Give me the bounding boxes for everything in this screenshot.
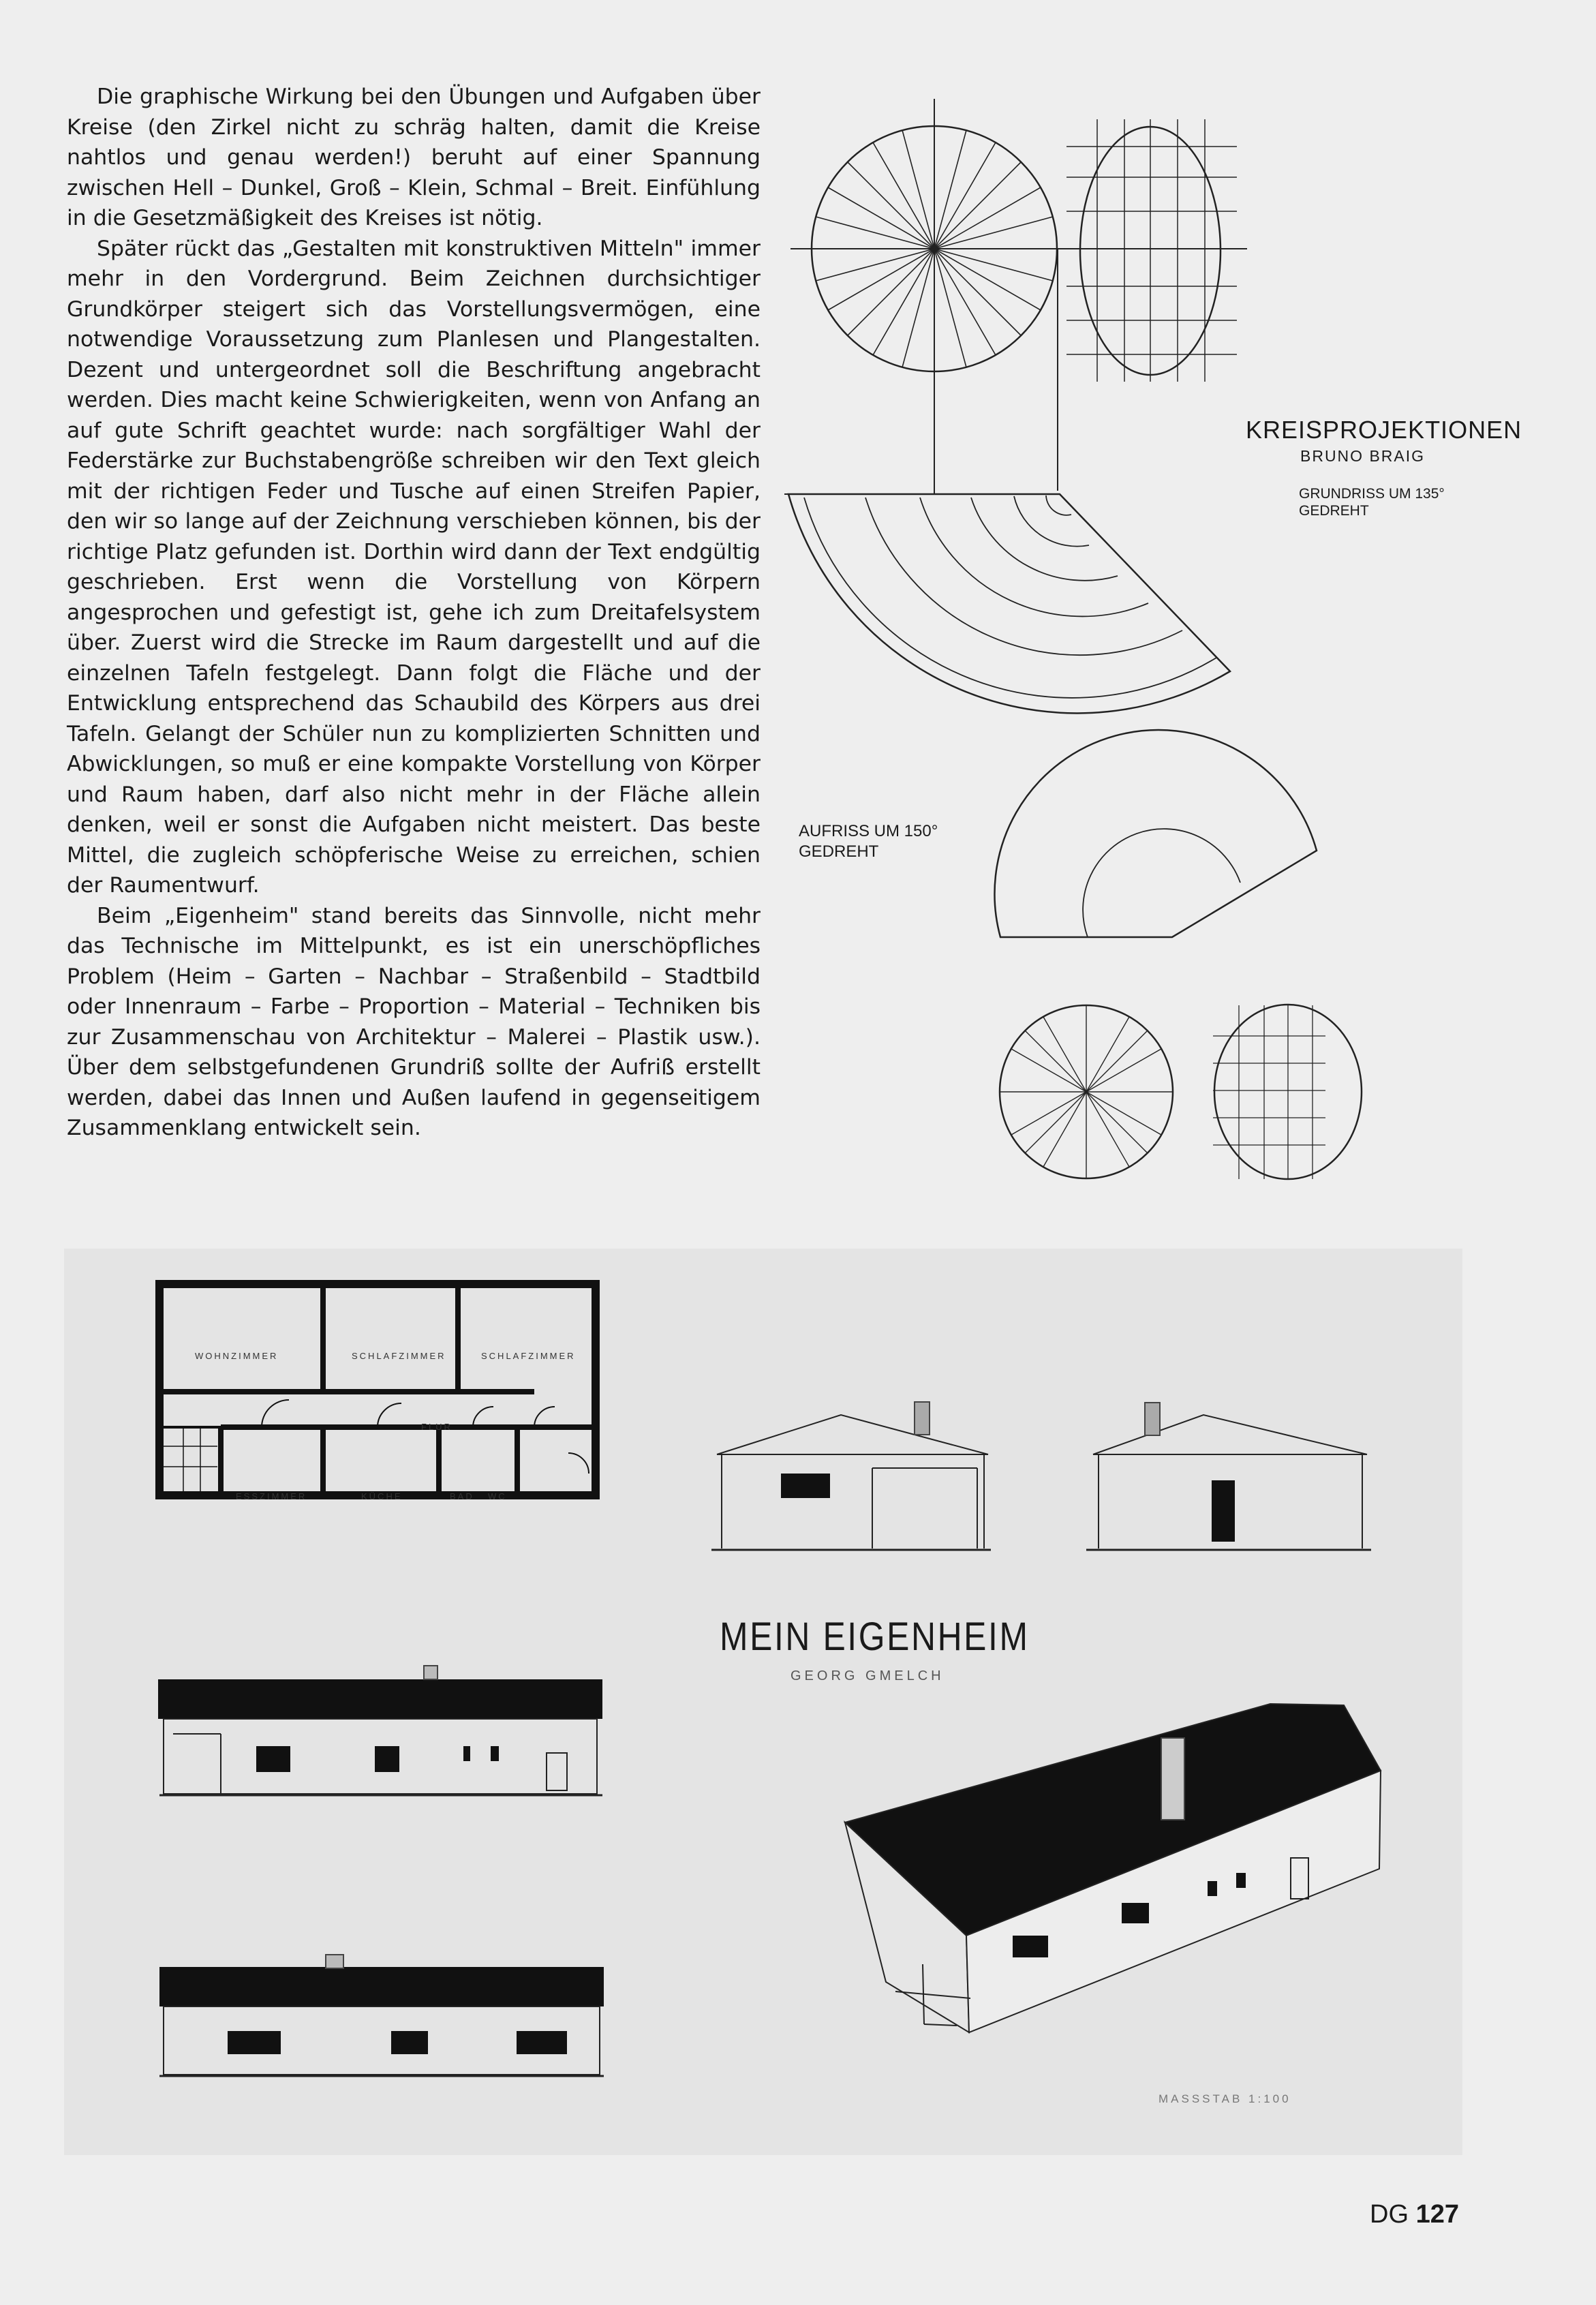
elevation-long-1 bbox=[158, 1666, 602, 1795]
paragraph: Beim „Eigenheim" stand bereits das Sinnvolle, nicht mehr das Technische im Mittelpunkt, es ist ein unerschöpfliches Problem (Heim – Garten – Nachbar – Straßenbild – Stadtbild oder Innenraum – Farbe – Proportion – Material – Techniken bis zur Zusammenschau von Architektur – Malerei – Plastik usw.). Über dem selbstgefundenen Grundriß sollte der Aufriß erstellt werden, dabei das Innen und Außen laufend in gegenseitigem Zusammenklang entwickelt sein. bbox=[67, 903, 761, 1140]
ellipse-grid bbox=[1066, 119, 1237, 382]
perspective-view bbox=[845, 1704, 1381, 2032]
page-prefix: DG bbox=[1370, 2200, 1409, 2229]
eigenheim-panel bbox=[64, 1249, 1462, 2155]
eigenheim-author: GEORG GMELCH bbox=[791, 1668, 945, 1683]
page-number-value: 127 bbox=[1415, 2200, 1459, 2229]
kreis-drawing bbox=[784, 89, 1561, 1220]
eigenheim-drawing bbox=[64, 1249, 1462, 2155]
figure-title: KREISPROJEKTIONEN bbox=[1246, 416, 1522, 444]
room-label: WOHNZIMMER bbox=[195, 1351, 279, 1361]
elevation-long-2 bbox=[159, 1955, 604, 2076]
page-number bbox=[1370, 2200, 1459, 2229]
eigenheim-title: MEIN EIGENHEIM bbox=[720, 1615, 1030, 1659]
kreisprojektionen-figure bbox=[784, 89, 1561, 1220]
room-label: WC bbox=[488, 1491, 507, 1501]
room-label: ESSZIMMER bbox=[236, 1491, 307, 1501]
elevation-side-2 bbox=[1086, 1403, 1371, 1550]
figure-author: BRUNO BRAIG bbox=[1300, 447, 1426, 465]
aufriss-label: AUFRISS UM 150° GEDREHT bbox=[799, 822, 938, 861]
room-label: FLUR bbox=[421, 1422, 452, 1432]
grundriss-label: GRUNDRISS UM 135° GEDREHT bbox=[1299, 486, 1445, 519]
sector-grundriss bbox=[788, 494, 1230, 713]
room-label: KÜCHE bbox=[361, 1491, 403, 1501]
room-label: BAD bbox=[450, 1491, 474, 1501]
floor-plan bbox=[159, 1284, 596, 1495]
room-label: SCHLAFZIMMER bbox=[481, 1351, 576, 1361]
circle-rays bbox=[812, 126, 1057, 371]
room-label: SCHLAFZIMMER bbox=[352, 1351, 446, 1361]
paragraph: Die graphische Wirkung bei den Übungen und Aufgaben über Kreise (den Zirkel nicht zu schräg halten, damit die Kreise nahtlos und genau werden!) beruht auf einer Spannung zwischen Hell – Dunkel, Groß – Klein, Schmal – Breit. Einfühlung in die Gesetzmäßigkeit des Kreises ist nötig. bbox=[67, 85, 761, 230]
elevation-side-1 bbox=[711, 1402, 991, 1550]
scale-label: MASSSTAB 1:100 bbox=[1158, 2092, 1291, 2105]
sector-aufriss bbox=[994, 730, 1317, 937]
paragraph: Später rückt das „Gestalten mit konstruktiven Mitteln" immer mehr in den Vordergrund. Beim Zeichnen durchsichtiger Grundkörper steigert sich das Vorstellungsvermögen, eine notwendige Voraussetzung zum Planlesen und Plangestalten. Dezent und untergeordnet soll die Beschriftung angebracht werden. Dies macht keine Schwierigkeiten, wenn von Anfang an auf gute Schrift geachtet wurde: nach sorgfältiger Wahl der Federstärke zur Buchstabengröße schreiben wir den Text gleich mit der richtigen Feder und Tusche auf einen Streifen Papier, den wir so lange auf der Zeichnung verschieben können, bis der richtige Platz gefunden ist. Dorthin wird dann der Text endgültig geschrieben. Erst wenn die Vorstellung von Körpern angesprochen und gefestigt ist, gehe ich zum Dreitafelsystem über. Zuerst wird die Strecke im Raum dargestellt und auf die einzelnen Tafeln festgelegt. Dann folgt die Fläche und der Entwicklung entsprechend das Schaubild des Körpers aus drei Tafeln. Gelangt der Schüler nun zu komplizierten Schnitten und Abwicklungen, so muß er eine kompakte Vorstellung von Körper und Raum haben, darf also nicht mehr in der Fläche allein denken, weil er sonst die Aufgaben nicht meistert. Das beste Mittel, die zugleich schöpferische Weise zu erreichen, schien der Raumentwurf. bbox=[67, 236, 761, 898]
article-text bbox=[67, 82, 761, 1144]
